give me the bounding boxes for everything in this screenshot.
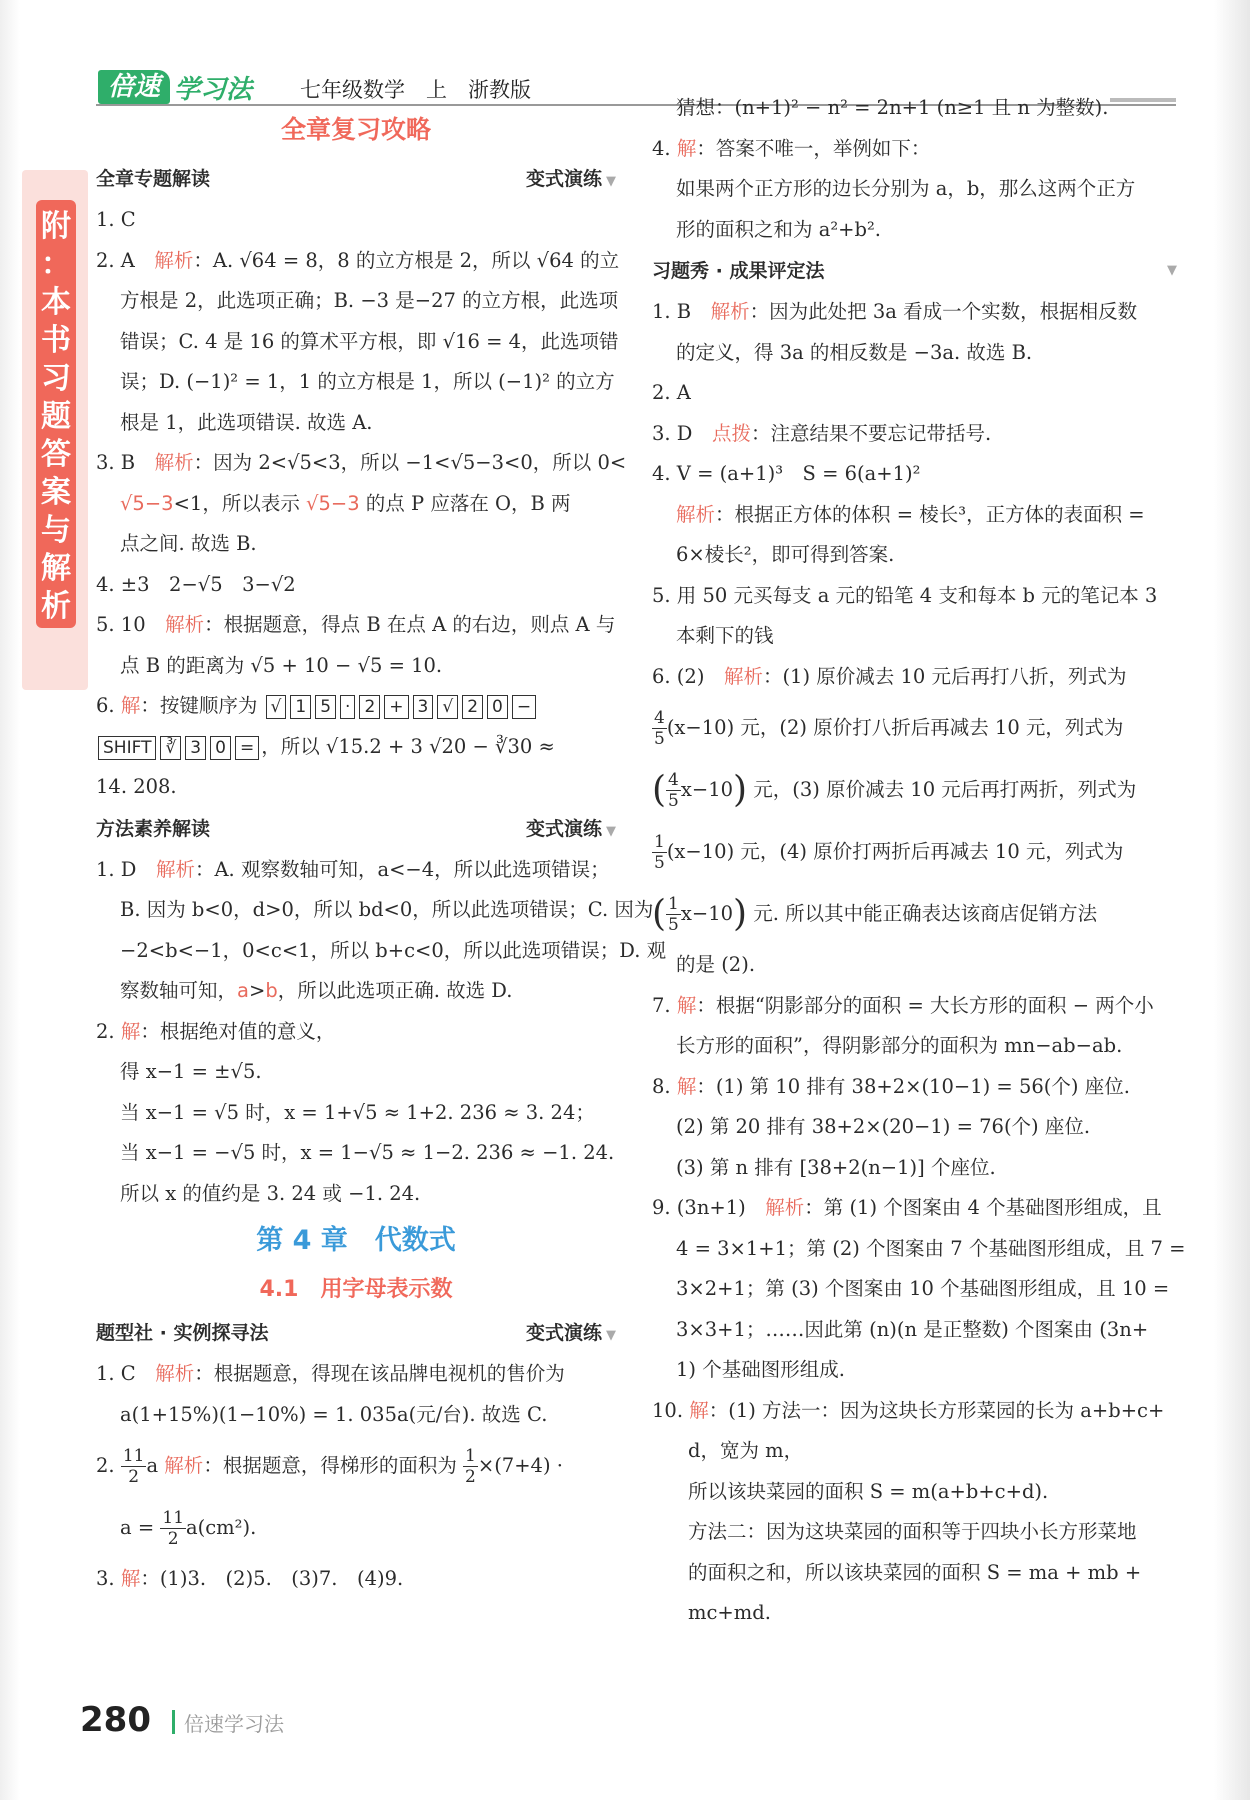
answer-line: 6×棱长²，即可得到答案. (676, 543, 895, 566)
side-tab-char: ： (41, 247, 71, 282)
answer-marker: 解 (676, 993, 697, 1017)
answer-line: (2) 第 20 排有 38+2×(20−1) = 76(个) 座位. (676, 1115, 1091, 1138)
answer-line: 1. B 解析：因为此处把 3a 看成一个实数，根据相反数 (652, 300, 1138, 323)
answer-marker: 解 (120, 1019, 141, 1043)
section-bar-2 (96, 808, 616, 850)
fraction: $\frac{4}{5}$ (668, 770, 679, 811)
section-title: 4.1 用字母表示数 (259, 1277, 453, 1302)
triangle-down-icon: ▼ (606, 823, 616, 839)
answer-line: 3. 解：(1)3. (2)5. (3)7. (4)9. (96, 1567, 404, 1590)
chapter-title: 第 4 章 代数式 (256, 1225, 456, 1256)
answer-line: 5. 用 50 元买每支 a 元的铅笔 4 支和每本 b 元的笔记本 3 (652, 583, 1158, 607)
calculator-key: = (235, 736, 259, 760)
answer-marker: 解 (689, 1398, 709, 1422)
calculator-key: 3 (185, 736, 206, 760)
side-tab-char: 题 (41, 399, 71, 434)
book-subtitle: 七年级数学 上 浙教版 (300, 78, 531, 102)
answer-line: 14. 208. (96, 775, 177, 798)
answer-line: 的面积之和，所以该块菜园的面积 S = ma + mb + (688, 1560, 1142, 1584)
answer-marker: 解析 (155, 1362, 195, 1385)
answer-line: 1. D 解析：A. 观察数轴可知，a<−4，所以此选项错误； (96, 857, 610, 881)
answer-marker: 解析 (765, 1196, 805, 1219)
answer-marker: 解析 (676, 502, 716, 526)
answer-text: ，所以 √15.2 + 3 √20 − ∛30 ≈ (261, 734, 555, 758)
answer-line: 4. ±3 2−√5 3−√2 (96, 572, 296, 596)
side-tab-char: 案 (41, 475, 71, 510)
fraction-row: ( $\frac{1}{5}$ x−10) 元. 所以其中能正确表达该商店促销方法 (652, 893, 1098, 935)
answer-block (96, 605, 616, 686)
bar-title: 全章专题解读 (96, 168, 211, 190)
answer-line: 点 B 的距离为 √5 + 10 − √5 = 10. (120, 653, 443, 677)
calculator-key: SHIFT (98, 736, 156, 760)
bar-tag: 变式演练 ▼ (525, 168, 616, 190)
answer-marker: √5−3 (120, 491, 174, 515)
answer-line: 6. (2) 解析：(1) 原价减去 10 元后再打八折，列式为 (652, 664, 1127, 688)
calculator-key: 1 (290, 695, 311, 719)
triangle-down-icon: ▼ (1167, 263, 1177, 278)
answer-line: 2. A (652, 381, 691, 404)
answer-block (96, 443, 627, 565)
right-column (652, 88, 1186, 1634)
answer-marker: 点拨 (711, 421, 751, 445)
answer-line: mc+md. (688, 1601, 771, 1624)
answer-line: 当 x−1 = √5 时，x = 1+√5 ≈ 1+2. 236 ≈ 3. 24； (120, 1100, 595, 1124)
answer-marker: 解析 (154, 451, 194, 474)
answer-line: 3. D 点拨：注意结果不要忘记带括号. (652, 421, 992, 445)
calculator-key: 2 (462, 695, 483, 719)
answer-marker: 解 (676, 1074, 697, 1098)
answer-line: d，宽为 m， (688, 1439, 804, 1462)
bar-title: 方法素养解读 (96, 817, 211, 840)
answer-block (652, 1391, 1177, 1634)
calculator-key: √ (437, 695, 458, 719)
fraction-row: $\frac{4}{5}$ (x−10) 元，(2) 原价打八折后再减去 10 元，列式为 (654, 708, 1124, 749)
answer-marker: a (237, 979, 249, 1002)
answer-line: 错误；C. 4 是 16 的算术平方根，即 √16 = 4，此选项错 (120, 329, 619, 353)
answer-line: 4. V = (a+1)³ S = 6(a+1)² (652, 462, 921, 485)
answer-line: −2<b<−1，0<c<1，所以 b+c<0，所以此选项错误；D. 观 (120, 938, 667, 962)
answer-block (652, 1188, 1186, 1391)
bar-tag: 变式演练 ▼ (525, 1322, 616, 1344)
answer-line: B. 因为 b<0，d>0，所以 bd<0，所以此选项错误；C. 因为 (120, 898, 654, 921)
triangle-down-icon: ▼ (606, 174, 616, 189)
answer-line: 所以 x 的值约是 3. 24 或 −1. 24. (120, 1181, 421, 1205)
answer-line: 1. C (96, 208, 136, 231)
fraction: $\frac{1}{2}$ (465, 1446, 476, 1487)
answer-line: 7. 解：根据“阴影部分的面积 = 大长方形的面积 − 两个小 (652, 993, 1154, 1017)
answer-block (652, 129, 1177, 251)
answer-marker: 解析 (165, 613, 205, 636)
answer-marker: 解析 (155, 857, 195, 881)
key-sequence-row (96, 727, 616, 768)
answer-block (96, 1354, 616, 1435)
side-tab-char: 答 (41, 437, 71, 472)
answer-marker: 解 (676, 136, 697, 160)
fraction-row: a = $\frac{11}{2}$ a(cm²). (120, 1508, 257, 1549)
answer-line: √5−3<1，所以表示 √5−3 的点 P 应落在 O，B 两 (120, 491, 571, 515)
review-title: 全章复习攻略 (280, 115, 431, 144)
answer-line: 所以该块菜园的面积 S = m(a+b+c+d). (688, 1479, 1049, 1503)
side-tab-label (36, 200, 76, 628)
answer-line: 根是 1，此选项错误. 故选 A. (120, 410, 373, 434)
fraction-row: $\frac{1}{5}$ (x−10) 元，(4) 原价打两折后再减去 10 元，列式为 (654, 832, 1124, 873)
triangle-down-icon: ▼ (606, 1328, 616, 1343)
brand-logo (98, 70, 252, 104)
answer-line: 3. B 解析：因为 2<√5<3，所以 −1<√5−3<0，所以 0< (96, 451, 627, 474)
answer-line: 8. 解：(1) 第 10 排有 38+2×(10−1) = 56(个) 座位. (652, 1074, 1130, 1098)
answer-line: 的定义，得 3a 的相反数是 −3a. 故选 B. (676, 340, 1033, 364)
fraction: $\frac{1}{5}$ (654, 832, 665, 873)
answer-line: 3×2+1；第 (3) 个图案由 10 个基础图形组成，且 10 = (676, 1277, 1170, 1300)
page-edge-left (0, 0, 20, 1800)
footer-accent (172, 1710, 175, 1734)
analysis-marker: 解析 (164, 1454, 204, 1477)
answer-line: 1. C 解析：根据题意，得现在该品牌电视机的售价为 (96, 1362, 565, 1385)
answer-line: 察数轴可知，a>b，所以此选项正确. 故选 D. (120, 979, 513, 1002)
answer-line: 长方形的面积”，得阴影部分的面积为 mn−ab−ab. (676, 1034, 1123, 1057)
footer-brand: 倍速学习法 (184, 1712, 284, 1736)
answer-block (652, 454, 1177, 576)
answer-number: 6. (96, 694, 115, 717)
answer-line: 点之间. 故选 B. (120, 532, 257, 555)
side-tab-char: 书 (41, 323, 71, 358)
key-sequence-row (96, 686, 616, 727)
answer-line: 10. 解：(1) 方法一：因为这块长方形菜园的长为 a+b+c+ (652, 1398, 1165, 1422)
side-tab-char: 与 (41, 513, 71, 548)
answer-line: 4. 解：答案不唯一，举例如下： (652, 136, 931, 160)
side-tab-char: 本 (41, 285, 71, 320)
bar-title: 习题秀 · 成果评定法 (652, 260, 825, 282)
fraction: $\frac{1}{5}$ (668, 894, 679, 935)
fraction-row: ( $\frac{4}{5}$ x−10) 元，(3) 原价减去 10 元后再打两折，列式为 (652, 769, 1137, 811)
side-tab-char: 析 (41, 589, 71, 624)
answer-block (652, 1067, 1177, 1189)
calculator-keys (264, 694, 539, 717)
answer-block (96, 241, 620, 444)
bar-tag: 变式演练 ▼ (525, 817, 616, 840)
fraction: $\frac{11}{2}$ (122, 1446, 145, 1487)
answer-block (96, 1012, 616, 1215)
answer-line: 解析：根据正方体的体积 = 棱长³，正方体的表面积 = (676, 502, 1145, 526)
answer-line: 方法二：因为这块菜园的面积等于四块小长方形菜地 (688, 1520, 1137, 1543)
side-tab-char: 习 (41, 361, 71, 396)
brand-logo-a: 倍速 (98, 70, 170, 104)
answer-marker: √5−3 (306, 491, 360, 515)
calculator-key: + (384, 695, 408, 719)
answer-line: 如果两个正方形的边长分别为 a，b，那么这两个正方 (676, 177, 1136, 200)
answer-line: 3×3+1；……因此第 (n)(n 是正整数) 个图案由 (3n+ (676, 1317, 1149, 1341)
answer-line: (3) 第 n 排有 [38+2(n−1)] 个座位. (676, 1155, 996, 1179)
calculator-key: · (340, 695, 355, 719)
answer-line: 猜想：(n+1)² − n² = 2n+1 (n≥1 且 n 为整数). (676, 96, 1109, 119)
answer-line: 得 x−1 = ±√5. (120, 1060, 262, 1083)
answer-line: 误；D. (−1)² = 1，1 的立方根是 1，所以 (−1)² 的立方 (120, 370, 615, 393)
answer-block (652, 986, 1177, 1067)
calculator-key: √ (266, 695, 287, 719)
page-number: 280 (80, 1700, 151, 1740)
answer-line: 5. 10 解析：根据题意，得点 B 在点 A 的右边，则点 A 与 (96, 613, 616, 636)
calculator-key: − (512, 695, 536, 719)
bar-title: 题型社 · 实例探寻法 (96, 1322, 269, 1344)
calculator-keys (96, 735, 261, 758)
calculator-key: 0 (210, 736, 231, 760)
answer-line: 2. 解：根据绝对值的意义， (96, 1019, 336, 1043)
answer-text: ：按键顺序为 (140, 694, 258, 717)
calculator-key: 5 (315, 695, 336, 719)
answer-marker: 解 (120, 694, 141, 717)
fraction: $\frac{11}{2}$ (162, 1508, 185, 1549)
answer-line: 形的面积之和为 a²+b². (676, 217, 881, 241)
section-bar-3 (96, 1312, 616, 1354)
answer-marker: 解析 (154, 248, 194, 272)
answer-line: a(1+15%)(1−10%) = 1. 035a(元/台). 故选 C. (120, 1402, 548, 1426)
answer-line: 1) 个基础图形组成. (676, 1358, 845, 1381)
answer-marker: 解析 (723, 664, 763, 688)
calculator-key: 0 (487, 695, 508, 719)
section-bar-right (652, 250, 1177, 292)
answer-line: 的是 (2). (676, 953, 756, 976)
answer-block (652, 576, 1177, 657)
answer-block (652, 292, 1177, 373)
answer-line: 4 = 3×1+1；第 (2) 个图案由 7 个基础图形组成，且 7 = (676, 1236, 1186, 1260)
calculator-key: ∛ (160, 736, 181, 760)
answer-marker: 解析 (710, 300, 750, 323)
fraction-row: 2. $\frac{11}{2}$ a 解析：根据题意，得梯形的面积为 $\frac{1}{2}$ ×(7+4) · (96, 1446, 563, 1487)
calculator-key: 3 (413, 695, 434, 719)
answer-line: 方根是 2，此选项正确；B. −3 是−27 的立方根，此选项 (120, 289, 619, 312)
answer-line: 当 x−1 = −√5 时，x = 1−√5 ≈ 1−2. 236 ≈ −1. 24. (120, 1141, 615, 1164)
answer-marker: 解 (120, 1567, 141, 1590)
answer-line: 2. A 解析：A. √64 = 8，8 的立方根是 2，所以 √64 的立 (96, 248, 620, 272)
fraction: $\frac{4}{5}$ (654, 708, 665, 749)
side-tab-char: 解 (41, 551, 71, 586)
calculator-key: 2 (359, 695, 380, 719)
answer-marker: b (265, 979, 278, 1002)
side-tab-char: 附 (41, 209, 71, 244)
answer-line: 本剩下的钱 (676, 624, 774, 647)
section-bar-1 (96, 158, 616, 200)
answer-line: 9. (3n+1) 解析：第 (1) 个图案由 4 个基础图形组成，且 (652, 1196, 1162, 1219)
brand-logo-b: 学习法 (174, 74, 253, 105)
page-edge-right (1214, 0, 1250, 1800)
